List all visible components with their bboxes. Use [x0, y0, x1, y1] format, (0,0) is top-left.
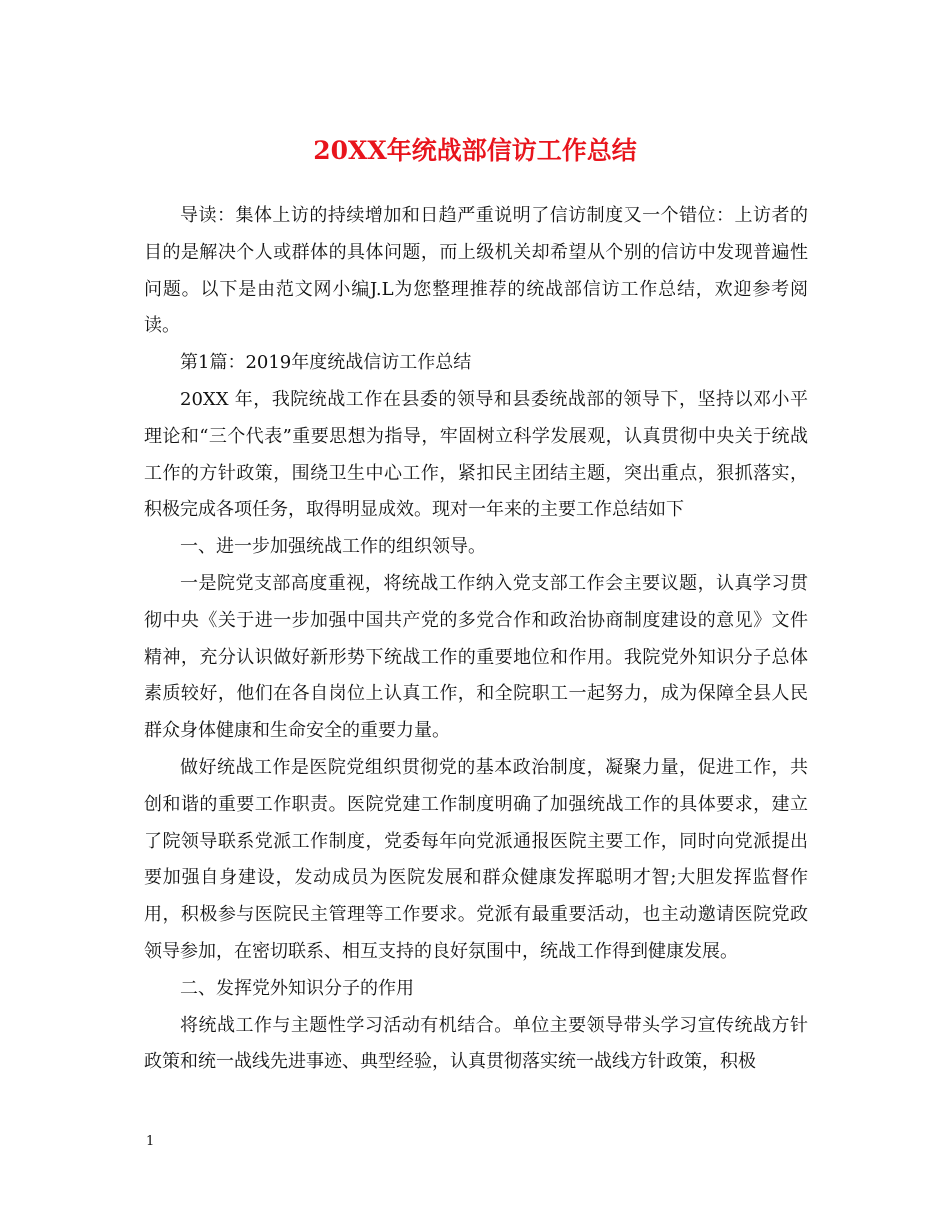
paragraph-heading-one: 一、进一步加强统战工作的组织领导。 — [180, 536, 486, 558]
paragraph-section-heading: 第1篇：2019年度统战信访工作总结 — [180, 352, 472, 374]
page-number: 1 — [146, 1134, 155, 1149]
paragraph-point-two: 将统战工作与主题性学习活动有机结合。单位主要领导带头学习宣传统战方针政策和统一战线先进事迹、典型经验，认真贯彻落实统一战线方针政策，积极 — [144, 1014, 808, 1073]
paragraph-overview: 20XX 年，我院统战工作在县委的领导和县委统战部的领导下，坚持以邓小平理论和“三个代表”重要思想为指导，牢固树立科学发展观，认真贯彻中央关于统战工作的方针政策，围绕卫生中心工作，紧扣民主团结主题，突出重点，狠抓落实，积极完成各项任务，取得明显成效。现对一年来的主要工作总结如下 — [144, 388, 808, 521]
paragraph-heading-two: 二、发挥党外知识分子的作用 — [180, 977, 414, 999]
paragraph-intro: 导读：集体上访的持续增加和日趋严重说明了信访制度又一个错位：上访者的目的是解决个人或群体的具体问题，而上级机关却希望从个别的信访中发现普遍性问题。以下是由范文网小编J.L为您整理推荐的统战部信访工作总结，欢迎参考阅读。 — [144, 205, 808, 337]
document-body — [144, 198, 808, 1081]
document-title: 20XX年统战部信访工作总结 — [313, 136, 637, 165]
paragraph-point-one: 一是院党支部高度重视，将统战工作纳入党支部工作会主要议题，认真学习贯彻中央《关于进一步加强中国共产党的多党合作和政治协商制度建设的意见》文件精神，充分认识做好新形势下统战工作的重要地位和作用。我院党外知识分子总体素质较好，他们在各自岗位上认真工作，和全院职工一起努力，成为保障全县人民群众身体健康和生命安全的重要力量。 — [144, 572, 808, 742]
paragraph-united-front: 做好统战工作是医院党组织贯彻党的基本政治制度，凝聚力量，促进工作，共创和谐的重要工作职责。医院党建工作制度明确了加强统战工作的具体要求，建立了院领导联系党派工作制度，党委每年向党派通报医院主要工作，同时向党派提出要加强自身建设，发动成员为医院发展和群众健康发挥聪明才智;大胆发挥监督作用，积极参与医院民主管理等工作要求。党派有最重要活动，也主动邀请医院党政领导参加，在密切联系、相互支持的良好氛围中，统战工作得到健康发展。 — [144, 756, 808, 962]
